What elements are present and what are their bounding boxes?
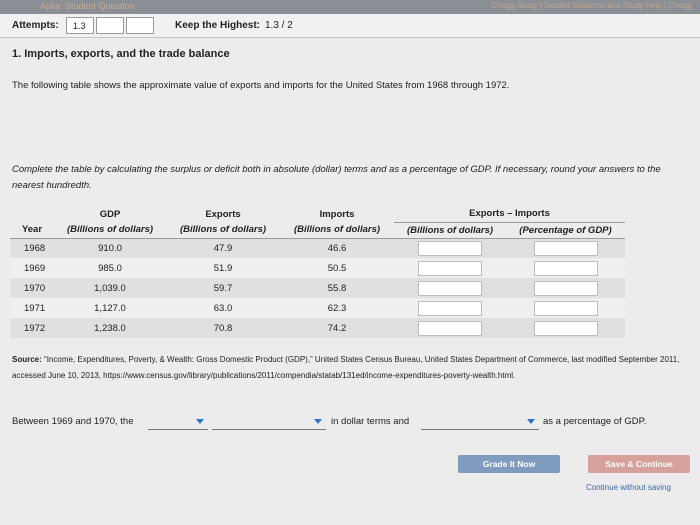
source-label: Source: [12, 355, 42, 364]
chevron-down-icon [196, 419, 204, 424]
imports-cell: 50.5 [280, 258, 394, 278]
chevron-down-icon [314, 419, 322, 424]
percentage-input[interactable] [534, 281, 598, 296]
source-text: “Income, Expenditures, Poverty, & Wealth: Gross Domestic Product (GDP),” United States Census Bureau, United States Department of Commerce, last modified September 2011, accessed June 10, 2013, https://www.census.gov/library/publications/2011/compendia/statab/131ed/income-expenditures-poverty-wealth.html. [12, 355, 680, 380]
gdp-subheader: (Billions of dollars) [66, 224, 154, 236]
percentage-input[interactable] [534, 261, 598, 276]
year-cell: 1972 [10, 318, 54, 338]
question-page [0, 14, 700, 525]
imports-subheader: (Billions of dollars) [293, 224, 381, 236]
percentage-input[interactable] [534, 321, 598, 336]
year-header: Year [21, 224, 43, 236]
table-row [10, 298, 625, 318]
dropdown-1[interactable] [148, 416, 208, 430]
question-intro: The following table shows the approximate value of exports and imports for the United States from 1968 through 1972. [12, 80, 510, 91]
percentage-input[interactable] [534, 301, 598, 316]
keep-highest-value: 1.3 / 2 [265, 20, 293, 31]
table-row [10, 258, 625, 278]
question-title: 1. Imports, exports, and the trade balance [12, 48, 230, 60]
difference-subheader: (Billions of dollars) [406, 224, 494, 236]
table-row [10, 278, 625, 298]
sentence-part-3: as a percentage of GDP. [543, 416, 647, 427]
year-cell: 1969 [10, 258, 54, 278]
gdp-cell: 910.0 [54, 238, 166, 258]
table-row [10, 318, 625, 338]
gdp-cell: 1,127.0 [54, 298, 166, 318]
gdp-cell: 985.0 [54, 258, 166, 278]
gdp-cell: 1,238.0 [54, 318, 166, 338]
trade-table [10, 206, 625, 338]
imports-cell: 55.8 [280, 278, 394, 298]
imports-cell: 46.6 [280, 238, 394, 258]
percentage-input[interactable] [534, 241, 598, 256]
question-instructions: Complete the table by calculating the surplus or deficit both in absolute (dollar) terms and as a percentage of GDP. If necessary, round your answers to the nearest hundredth. [12, 164, 661, 191]
attempt-3-box [126, 17, 154, 34]
difference-input[interactable] [418, 261, 482, 276]
percentage-subheader: (Percentage of GDP) [519, 224, 612, 236]
dropdown-3[interactable] [421, 416, 539, 430]
difference-input[interactable] [418, 281, 482, 296]
dropdown-2[interactable] [212, 416, 326, 430]
exports-cell: 70.8 [166, 318, 280, 338]
save-continue-button[interactable]: Save & Continue [588, 455, 690, 473]
exports-subheader: (Billions of dollars) [179, 224, 267, 236]
attempts-label: Attempts: [12, 20, 59, 31]
chevron-down-icon [527, 419, 535, 424]
imports-cell: 62.3 [280, 298, 394, 318]
attempt-1-box: 1.3 [66, 17, 94, 34]
keep-highest-label: Keep the Highest: [175, 20, 261, 31]
imports-header: Imports [319, 208, 355, 220]
exports-cell: 51.9 [166, 258, 280, 278]
window-title: Aplia: Student Question [40, 1, 135, 11]
exports-header: Exports [205, 208, 241, 220]
table-row [10, 238, 625, 258]
difference-input[interactable] [418, 321, 482, 336]
browser-tabs[interactable]: Chegg Study | Guided Solutions and Study Help | Chegg [491, 1, 692, 10]
year-cell: 1968 [10, 238, 54, 258]
exports-cell: 47.9 [166, 238, 280, 258]
source-citation [12, 352, 692, 384]
gdp-header: GDP [99, 208, 121, 220]
difference-input[interactable] [418, 241, 482, 256]
sentence-part-2: in dollar terms and [331, 416, 410, 427]
year-cell: 1970 [10, 278, 54, 298]
imports-cell: 74.2 [280, 318, 394, 338]
attempts-bar [0, 14, 700, 38]
attempt-2-box [96, 17, 124, 34]
gdp-cell: 1,039.0 [54, 278, 166, 298]
sentence-part-1: Between 1969 and 1970, the [12, 416, 134, 427]
continue-without-saving-link[interactable]: Continue without saving [586, 483, 671, 492]
grade-it-now-button[interactable]: Grade It Now [458, 455, 560, 473]
exports-cell: 63.0 [166, 298, 280, 318]
exports-cell: 59.7 [166, 278, 280, 298]
browser-top-bar [0, 0, 700, 14]
difference-input[interactable] [418, 301, 482, 316]
exports-minus-imports-header: Exports – Imports [394, 206, 625, 222]
year-cell: 1971 [10, 298, 54, 318]
